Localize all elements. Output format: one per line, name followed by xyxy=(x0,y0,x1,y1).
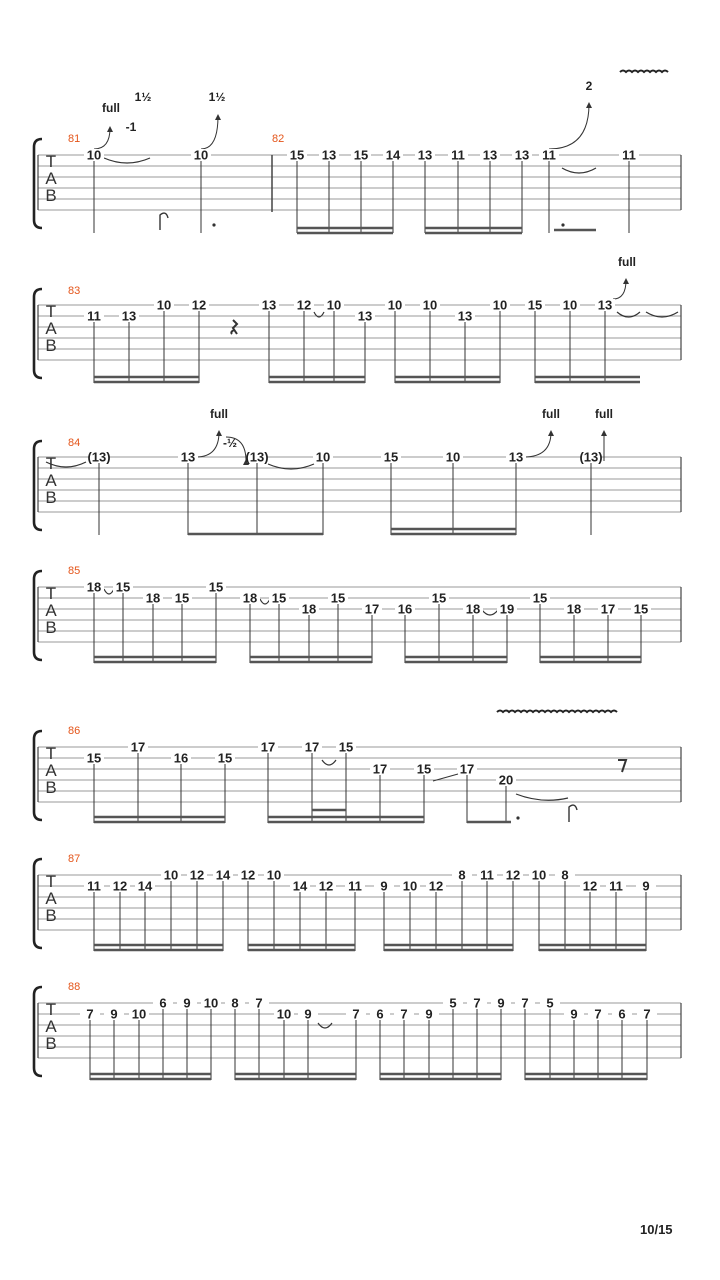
fret-number: 15 xyxy=(633,601,649,617)
bend-arrow-head xyxy=(586,102,592,108)
fret-number: 9 xyxy=(183,995,191,1011)
fret-number: 13 xyxy=(417,147,433,163)
fret-number: 14 xyxy=(292,878,308,894)
fret-number: 9 xyxy=(110,1006,118,1022)
fret-number: 9 xyxy=(380,878,388,894)
fret-number: 12 xyxy=(189,867,205,883)
fret-number: 10 xyxy=(562,297,578,313)
fret-number: 7 xyxy=(352,1006,360,1022)
fret-number: 10 xyxy=(492,297,508,313)
fret-number: 11 xyxy=(348,878,362,894)
tab-clef-letter: A xyxy=(45,761,57,780)
fret-number: 17 xyxy=(459,761,475,777)
bend-label: 1½ xyxy=(208,90,226,104)
fret-number: 14 xyxy=(215,867,231,883)
tab-clef-letter: A xyxy=(45,601,57,620)
fret-number: 12 xyxy=(582,878,598,894)
fret-number: 12 xyxy=(428,878,444,894)
bend-arrow-head xyxy=(107,126,113,132)
fret-number: 6 xyxy=(376,1006,384,1022)
tab-clef-letter: T xyxy=(45,584,57,603)
tab-clef-letter: T xyxy=(45,302,57,321)
fret-number: 8 xyxy=(231,995,239,1011)
fret-number: 15 xyxy=(527,297,543,313)
fret-number: 10 xyxy=(315,449,331,465)
bend-label: full xyxy=(210,407,228,421)
fret-number: 10 xyxy=(203,995,219,1011)
fret-number: 13 xyxy=(514,147,530,163)
fret-number: 18 xyxy=(242,590,258,606)
fret-number: 15 xyxy=(353,147,369,163)
fret-number: 13 xyxy=(261,297,277,313)
fret-number: 7 xyxy=(86,1006,94,1022)
fret-number: 15 xyxy=(115,579,131,595)
dot-mark xyxy=(561,223,564,226)
tie xyxy=(104,158,150,163)
tab-clef-letter: B xyxy=(45,336,57,355)
measure-number: 85 xyxy=(68,565,81,577)
tab-clef-letter: B xyxy=(45,618,57,637)
fret-number: 9 xyxy=(497,995,505,1011)
page-number: 10/15 xyxy=(640,1222,673,1237)
fret-number: 12 xyxy=(505,867,521,883)
fret-number: 11 xyxy=(480,867,494,883)
bend-arrow-head xyxy=(623,278,629,284)
tie xyxy=(562,168,596,173)
fret-number: 10 xyxy=(86,147,102,163)
fret-number: 7 xyxy=(594,1006,602,1022)
fret-number: 11 xyxy=(609,878,623,894)
fret-number: 13 xyxy=(357,308,373,324)
fret-number: 9 xyxy=(425,1006,433,1022)
tab-clef-letter: B xyxy=(45,1034,57,1053)
bend-label: 2 xyxy=(585,79,593,93)
fret-number: 17 xyxy=(600,601,616,617)
fret-number: 14 xyxy=(137,878,153,894)
fret-number: 16 xyxy=(397,601,413,617)
fret-number: 13 xyxy=(482,147,498,163)
fret-number: 20 xyxy=(498,772,514,788)
fret-number: 15 xyxy=(383,449,399,465)
fret-number: 10 xyxy=(156,297,172,313)
dot-mark xyxy=(516,816,519,819)
fret-number: 10 xyxy=(326,297,342,313)
bend-arrow xyxy=(196,432,219,457)
tab-clef-letter: A xyxy=(45,471,57,490)
fret-number: 10 xyxy=(422,297,438,313)
fret-number: 10 xyxy=(531,867,547,883)
bend-arrow-head xyxy=(548,430,554,436)
bend-label: -1 xyxy=(125,120,137,134)
fret-number: (13) xyxy=(87,449,111,465)
fret-number: 12 xyxy=(112,878,128,894)
fret-number: 15 xyxy=(86,750,102,766)
tab-clef-letter: T xyxy=(45,872,57,891)
fret-number: 10 xyxy=(131,1006,147,1022)
fret-number: 17 xyxy=(372,761,388,777)
tie xyxy=(516,794,568,800)
fret-number: 7 xyxy=(521,995,529,1011)
fret-number: 15 xyxy=(416,761,432,777)
measure-number: 83 xyxy=(68,285,81,297)
tab-clef-letter: T xyxy=(45,744,57,763)
fret-number: 6 xyxy=(618,1006,626,1022)
fret-number: 14 xyxy=(385,147,401,163)
fret-number: 19 xyxy=(499,601,515,617)
fret-number: 7 xyxy=(400,1006,408,1022)
fret-number: 15 xyxy=(330,590,346,606)
vibrato-mark xyxy=(620,71,668,73)
fret-number: 10 xyxy=(276,1006,292,1022)
measure-number: 87 xyxy=(68,853,81,865)
fret-number: 18 xyxy=(145,590,161,606)
flag-mark xyxy=(160,213,168,230)
fret-number: 7 xyxy=(255,995,263,1011)
bend-label: full xyxy=(618,255,636,269)
fret-number: (13) xyxy=(245,449,269,465)
fret-number: 18 xyxy=(465,601,481,617)
fret-number: 5 xyxy=(449,995,457,1011)
fret-number: 8 xyxy=(458,867,466,883)
fret-number: (13) xyxy=(579,449,603,465)
fret-number: 15 xyxy=(289,147,305,163)
fret-number: 10 xyxy=(402,878,418,894)
measure-number: 88 xyxy=(68,981,81,993)
vibrato-mark xyxy=(497,711,617,713)
fret-number: 6 xyxy=(159,995,167,1011)
fret-number: 13 xyxy=(457,308,473,324)
fret-number: 9 xyxy=(570,1006,578,1022)
fret-number: 11 xyxy=(622,147,636,163)
fret-number: 13 xyxy=(597,297,613,313)
tab-clef-letter: B xyxy=(45,186,57,205)
fret-number: 10 xyxy=(266,867,282,883)
fret-number: 7 xyxy=(643,1006,651,1022)
flag-mark xyxy=(569,805,577,822)
bend-label: full xyxy=(542,407,560,421)
fret-number: 10 xyxy=(163,867,179,883)
measure-number: 81 xyxy=(68,133,81,145)
fret-number: 18 xyxy=(301,601,317,617)
fret-number: 5 xyxy=(546,995,554,1011)
tab-clef-letter: T xyxy=(45,1000,57,1019)
bend-arrow xyxy=(524,432,551,457)
fret-number: 13 xyxy=(121,308,137,324)
tab-clef-letter: A xyxy=(45,889,57,908)
fret-number: 15 xyxy=(174,590,190,606)
fret-number: 12 xyxy=(240,867,256,883)
fret-number: 12 xyxy=(318,878,334,894)
tie xyxy=(322,760,336,765)
dot-mark xyxy=(212,223,215,226)
fret-number: 16 xyxy=(173,750,189,766)
fret-number: 13 xyxy=(508,449,524,465)
bend-label: -½ xyxy=(222,436,238,450)
tab-clef-letter: B xyxy=(45,778,57,797)
tab-clef-letter: A xyxy=(45,1017,57,1036)
fret-number: 15 xyxy=(217,750,233,766)
fret-number: 15 xyxy=(338,739,354,755)
bend-arrow-head xyxy=(215,114,221,120)
measure-number: 82 xyxy=(272,133,285,145)
fret-number: 11 xyxy=(542,147,556,163)
fret-number: 9 xyxy=(304,1006,312,1022)
fret-number: 10 xyxy=(387,297,403,313)
tab-clef-letter: T xyxy=(45,454,57,473)
fret-number: 10 xyxy=(193,147,209,163)
tie xyxy=(104,589,114,594)
tab-clef-letter: A xyxy=(45,169,57,188)
fret-number: 15 xyxy=(431,590,447,606)
fret-number: 18 xyxy=(86,579,102,595)
measure-number: 84 xyxy=(68,437,81,449)
bend-arrow-head xyxy=(216,430,222,436)
fret-number: 10 xyxy=(445,449,461,465)
fret-number: 15 xyxy=(271,590,287,606)
tab-clef-letter: B xyxy=(45,488,57,507)
fret-number: 11 xyxy=(451,147,465,163)
fret-number: 11 xyxy=(87,878,101,894)
fret-number: 17 xyxy=(260,739,276,755)
fret-number: 9 xyxy=(642,878,650,894)
fret-number: 17 xyxy=(364,601,380,617)
fret-number: 12 xyxy=(296,297,312,313)
bend-arrow xyxy=(549,104,589,149)
fret-number: 13 xyxy=(180,449,196,465)
fret-number: 15 xyxy=(532,590,548,606)
bend-label: full xyxy=(102,101,120,115)
tie xyxy=(260,599,270,604)
fret-number: 11 xyxy=(87,308,101,324)
fret-number: 7 xyxy=(473,995,481,1011)
fret-number: 8 xyxy=(561,867,569,883)
fret-number: 17 xyxy=(304,739,320,755)
measure-number: 86 xyxy=(68,725,81,737)
fret-number: 17 xyxy=(130,739,146,755)
tab-clef-letter: A xyxy=(45,319,57,338)
bend-arrow xyxy=(201,116,218,149)
rest-symbol xyxy=(618,760,626,772)
bend-label: full xyxy=(595,407,613,421)
tab-clef-letter: B xyxy=(45,906,57,925)
bend-label: 1½ xyxy=(134,90,152,104)
fret-number: 13 xyxy=(321,147,337,163)
tie xyxy=(482,610,498,615)
fret-number: 18 xyxy=(566,601,582,617)
tab-clef-letter: T xyxy=(45,152,57,171)
fret-number: 15 xyxy=(208,579,224,595)
bend-arrow-head xyxy=(601,430,607,436)
fret-number: 12 xyxy=(191,297,207,313)
